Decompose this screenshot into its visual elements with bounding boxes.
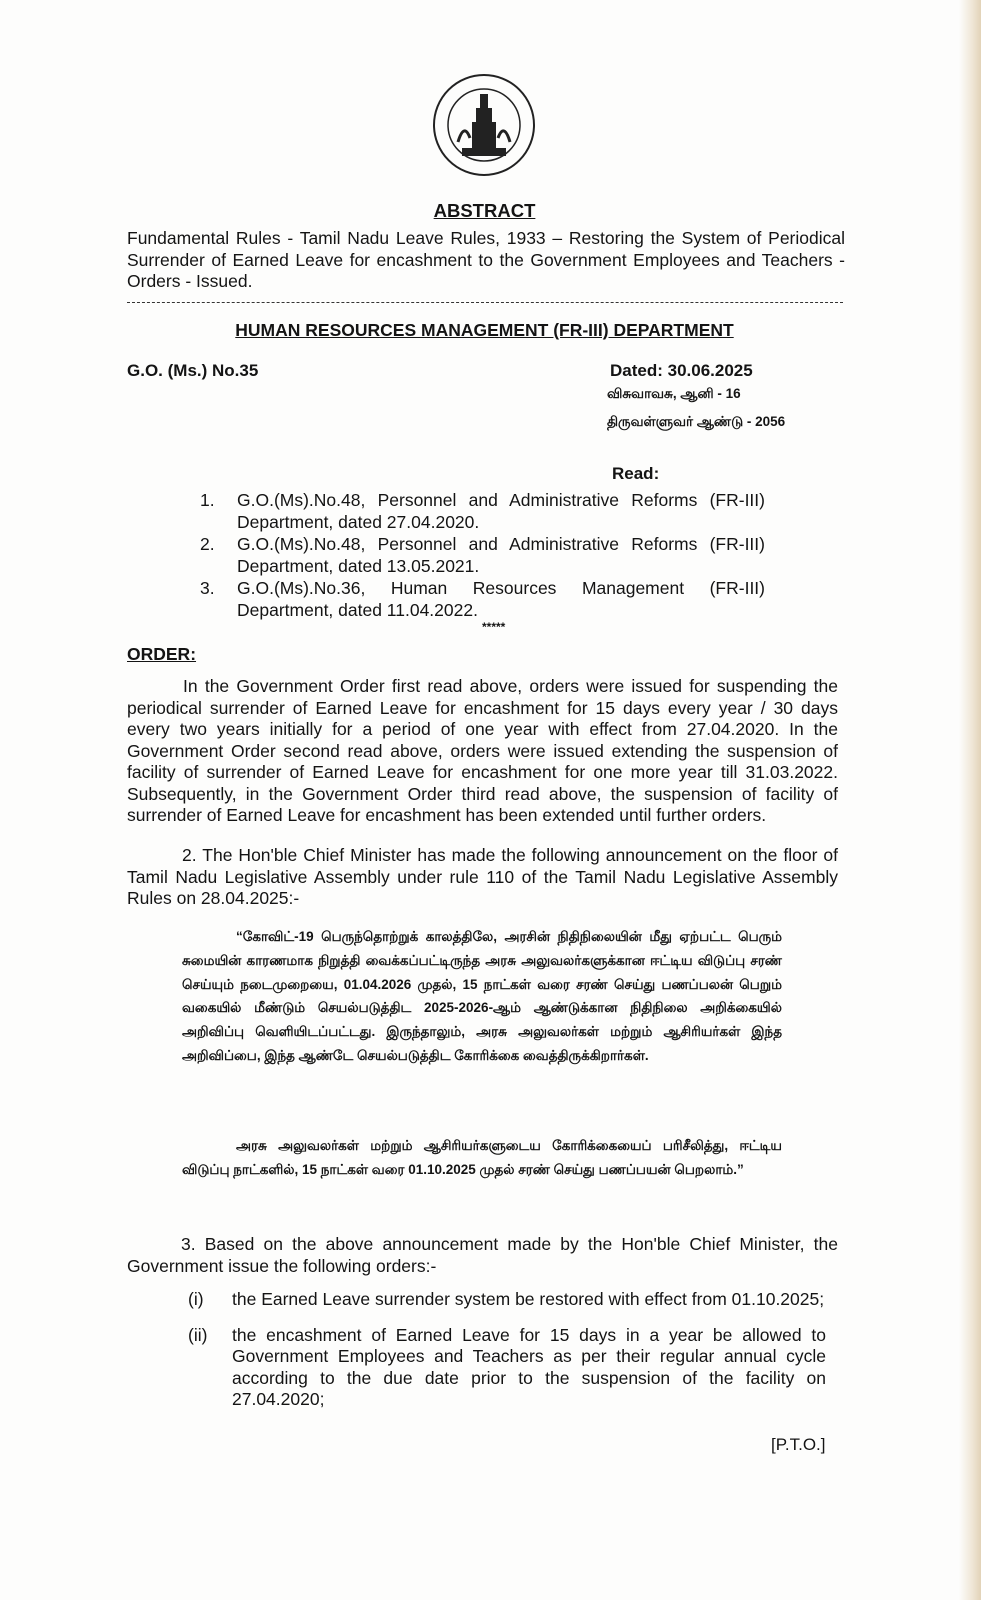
tamil-announcement-2: அரசு அலுவலர்கள் மற்றும் ஆசிரியர்களுடைய கோரிக்கையைப் பரிசீலித்து, ஈட்டிய விடுப்பு நாட்களில், 15 நாட்கள் வரை 01.10.2025 முதல் சரண் செய்து பணப்பயன் பெறலாம்.” xyxy=(182,1138,782,1177)
go-number: G.O. (Ms.) No.35 xyxy=(127,361,259,380)
tamil-nadu-emblem-logo xyxy=(432,72,536,178)
orders-list xyxy=(188,1289,826,1411)
abstract-heading: ABSTRACT xyxy=(433,200,536,221)
divider xyxy=(127,302,843,303)
read-item-number: 1. xyxy=(200,490,215,510)
order-paragraph-3: 3. Based on the above announcement made by the Hon'ble Chief Minister, the Government issue the following orders:- xyxy=(127,1234,838,1276)
read-item-text: G.O.(Ms).No.48, Personnel and Administrative Reforms (FR-III) Department, dated 13.05.2021. xyxy=(237,534,765,576)
read-item-number: 2. xyxy=(200,534,215,554)
order-item-number: (ii) xyxy=(188,1324,208,1345)
abstract-text: Fundamental Rules - Tamil Nadu Leave Rules, 1933 – Restoring the System of Periodical Surrender of Earned Leave for encashment to the Government Employees and Teachers - Orders - Issued. xyxy=(127,228,845,291)
order-item-text: the encashment of Earned Leave for 15 days in a year be allowed to Government Employees and Teachers as per their regular annual cycle according to the due date prior to the suspension of the facility on 27.04.2020; xyxy=(232,1324,826,1409)
separator-stars: ***** xyxy=(482,620,506,634)
order-item xyxy=(188,1325,826,1411)
pto-marker: [P.T.O.] xyxy=(771,1435,826,1454)
tamil-date-2: திருவள்ளுவர் ஆண்டு - 2056 xyxy=(607,414,786,429)
read-list xyxy=(200,490,765,621)
order-paragraph-1: In the Government Order first read above, orders were issued for suspending the periodical surrender of Earned Leave for encashment for 15 days every year / 30 days every two years initially for a period of one year with effect from 27.04.2020. In the Government Order second read above, orders were issued extending the suspension of facility of surrender of Earned Leave for encashment for one more year till 31.03.2022. Subsequently, in the Government Order third read above, the suspension of facility of surrender of Earned Leave for encashment has been extended until further orders. xyxy=(127,676,838,825)
tamil-date-1: விசுவாவசு, ஆனி - 16 xyxy=(607,386,741,401)
order-item-number: (i) xyxy=(188,1289,204,1309)
read-item-text: G.O.(Ms).No.48, Personnel and Administrative Reforms (FR-III) Department, dated 27.04.2020. xyxy=(237,490,765,532)
read-item-text: G.O.(Ms).No.36, Human Resources Management (FR-III) Department, dated 11.04.2022. xyxy=(237,578,765,620)
department-heading: HUMAN RESOURCES MANAGEMENT (FR-III) DEPARTMENT xyxy=(235,320,734,340)
read-item xyxy=(200,534,765,577)
read-heading: Read: xyxy=(612,464,660,483)
order-item-text: the Earned Leave surrender system be restored with effect from 01.10.2025; xyxy=(232,1289,825,1309)
tamil-announcement-1: “கோவிட்-19 பெருந்தொற்றுக் காலத்திலே, அரசின் நிதிநிலையின் மீது ஏற்பட்ட பெரும் சுமையின் காரணமாக நிறுத்தி வைக்கப்பட்டிருந்த அரசு அலுவலர்களுக்கான ஈட்டிய விடுப்பு சரண் செய்யும் நடைமுறையை, 01.04.2026 முதல், 15 நாட்கள் வரை சரண் செய்து பணப்பலன் பெறும் வகையில் மீண்டும் செயல்படுத்திட 2025-2026-ஆம் ஆண்டுக்கான நிதிநிலை அறிக்கையில் அறிவிப்பு வெளியிடப்பட்டது. இருந்தாலும், அரசு அலுவலர்கள் மற்றும் ஆசிரியர்கள் இந்த அறிவிப்பை, இந்த ஆண்டே செயல்படுத்திட கோரிக்கை வைத்திருக்கிறார்கள். xyxy=(182,929,782,1063)
read-item xyxy=(200,578,765,621)
read-item-number: 3. xyxy=(200,578,215,598)
order-heading: ORDER: xyxy=(127,644,197,664)
read-item xyxy=(200,490,765,533)
order-item xyxy=(188,1289,826,1311)
paper-edge-shadow xyxy=(959,0,981,1600)
dated: Dated: 30.06.2025 xyxy=(610,361,753,380)
order-paragraph-2: 2. The Hon'ble Chief Minister has made the following announcement on the floor of Tamil Nadu Legislative Assembly under rule 110 of the Tamil Nadu Legislative Assembly Rules on 28.04.2025:- xyxy=(127,845,838,908)
